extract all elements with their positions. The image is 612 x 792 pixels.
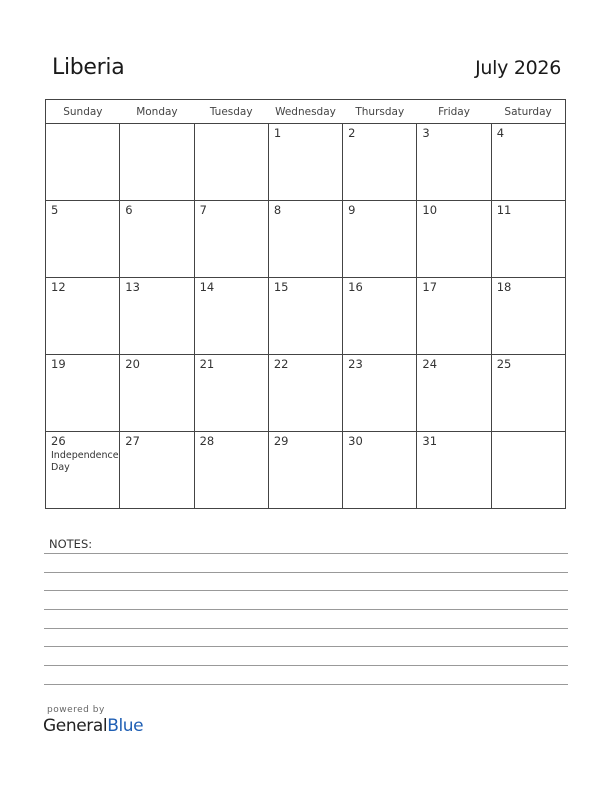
day-cell[interactable] xyxy=(120,278,194,355)
day-cell-content xyxy=(417,201,490,217)
calendar-grid xyxy=(45,99,566,509)
day-cell[interactable] xyxy=(120,201,194,278)
weekday-friday: Friday xyxy=(417,100,491,124)
day-cell-content xyxy=(417,355,490,371)
holiday-label: Independence Day xyxy=(51,450,119,473)
day-cell[interactable] xyxy=(194,201,268,278)
day-number: 12 xyxy=(51,280,66,294)
day-number: 21 xyxy=(199,357,215,371)
day-cell-content xyxy=(120,201,193,217)
day-number: 19 xyxy=(51,357,66,371)
day-cell-content xyxy=(492,432,565,434)
day-cell-content xyxy=(492,278,565,294)
day-number: 13 xyxy=(125,280,140,294)
day-cell[interactable] xyxy=(343,124,417,201)
day-cell[interactable] xyxy=(268,201,342,278)
day-number: 2 xyxy=(348,126,356,140)
day-cell-content xyxy=(417,432,490,448)
country-title: Liberia xyxy=(52,55,125,80)
day-cell-content xyxy=(492,355,565,371)
day-cell-content xyxy=(46,124,119,126)
day-cell-content xyxy=(46,278,119,294)
day-number: 7 xyxy=(199,203,207,217)
day-cell-content xyxy=(343,278,416,294)
day-cell-content xyxy=(343,124,416,140)
day-cell[interactable] xyxy=(194,278,268,355)
day-cell-content xyxy=(492,124,565,140)
day-cell-content xyxy=(269,124,342,140)
day-cell[interactable] xyxy=(491,432,565,509)
note-line xyxy=(44,646,568,647)
day-number: 4 xyxy=(496,126,505,140)
day-number: 6 xyxy=(125,203,133,217)
day-number: 1 xyxy=(273,126,282,140)
day-number: 27 xyxy=(125,434,140,448)
generalblue-logo[interactable] xyxy=(43,716,143,736)
day-number: 14 xyxy=(199,280,215,294)
day-cell[interactable] xyxy=(120,124,194,201)
day-number: 3 xyxy=(422,126,430,140)
week-row xyxy=(46,278,566,355)
day-cell-content xyxy=(46,201,119,217)
day-number: 8 xyxy=(273,203,282,217)
weekday-header-row xyxy=(46,100,566,124)
day-number: 15 xyxy=(273,280,289,294)
note-line xyxy=(44,609,568,610)
day-cell-content xyxy=(492,201,565,217)
day-cell[interactable] xyxy=(268,432,342,509)
day-cell[interactable] xyxy=(268,124,342,201)
day-cell-content xyxy=(120,278,193,294)
day-cell[interactable] xyxy=(491,278,565,355)
day-number: 28 xyxy=(199,434,215,448)
day-cell[interactable] xyxy=(46,355,120,432)
notes-label: NOTES: xyxy=(49,537,93,551)
day-cell[interactable] xyxy=(268,278,342,355)
note-line xyxy=(44,553,568,554)
day-number: 9 xyxy=(348,203,356,217)
weekday-wednesday: Wednesday xyxy=(268,100,342,124)
weekday-monday: Monday xyxy=(120,100,194,124)
day-cell-content xyxy=(343,432,416,448)
month-year-title: July 2026 xyxy=(475,57,561,79)
weekday-thursday: Thursday xyxy=(343,100,417,124)
day-cell[interactable] xyxy=(417,278,491,355)
day-cell-content xyxy=(417,278,490,294)
day-number: 16 xyxy=(348,280,363,294)
weekday-saturday: Saturday xyxy=(491,100,565,124)
day-cell[interactable] xyxy=(268,355,342,432)
day-cell[interactable] xyxy=(343,432,417,509)
day-number: 18 xyxy=(496,280,512,294)
weekday-tuesday: Tuesday xyxy=(194,100,268,124)
day-cell-content xyxy=(343,201,416,217)
day-cell[interactable] xyxy=(491,355,565,432)
day-cell-content xyxy=(269,201,342,217)
day-cell-content xyxy=(417,124,490,140)
day-number: 29 xyxy=(273,434,289,448)
note-line xyxy=(44,572,568,573)
day-cell[interactable] xyxy=(46,124,120,201)
day-cell-content xyxy=(269,278,342,294)
powered-by-text: powered by xyxy=(47,705,105,715)
day-number: 25 xyxy=(496,357,512,371)
day-number: 10 xyxy=(422,203,438,217)
day-number: 23 xyxy=(348,357,363,371)
day-cell-content xyxy=(120,355,193,371)
day-cell[interactable] xyxy=(120,355,194,432)
day-cell[interactable] xyxy=(343,355,417,432)
day-cell[interactable] xyxy=(46,432,120,509)
day-cell-content xyxy=(269,432,342,448)
note-line xyxy=(44,628,568,629)
day-cell-content xyxy=(195,124,268,126)
day-cell-content xyxy=(120,124,193,126)
day-number: 11 xyxy=(496,203,512,217)
day-number: 24 xyxy=(422,357,438,371)
day-cell-content xyxy=(195,355,268,371)
day-number: 22 xyxy=(273,357,289,371)
week-row xyxy=(46,432,566,509)
note-line xyxy=(44,590,568,591)
week-row xyxy=(46,124,566,201)
day-cell[interactable] xyxy=(491,201,565,278)
day-number: 20 xyxy=(125,357,140,371)
day-cell[interactable] xyxy=(417,124,491,201)
day-cell[interactable] xyxy=(343,278,417,355)
note-line xyxy=(44,665,568,666)
logo-blue: Blue xyxy=(107,716,144,736)
day-cell[interactable] xyxy=(491,124,565,201)
day-cell[interactable] xyxy=(417,432,491,509)
day-cell[interactable] xyxy=(194,355,268,432)
day-cell-content xyxy=(46,432,119,474)
day-cell-content xyxy=(120,432,193,448)
day-number: 26 xyxy=(51,434,66,448)
day-cell-content xyxy=(195,278,268,294)
day-cell[interactable] xyxy=(417,355,491,432)
week-row xyxy=(46,355,566,432)
day-number: 30 xyxy=(348,434,363,448)
day-cell-content xyxy=(46,355,119,371)
day-cell[interactable] xyxy=(343,201,417,278)
day-cell[interactable] xyxy=(194,432,268,509)
day-cell[interactable] xyxy=(46,201,120,278)
week-row xyxy=(46,201,566,278)
note-line xyxy=(44,684,568,685)
day-number: 17 xyxy=(422,280,438,294)
day-cell[interactable] xyxy=(417,201,491,278)
day-cell[interactable] xyxy=(120,432,194,509)
day-cell[interactable] xyxy=(46,278,120,355)
day-cell-content xyxy=(195,201,268,217)
weekday-sunday: Sunday xyxy=(46,100,120,124)
day-number: 31 xyxy=(422,434,438,448)
day-cell-content xyxy=(343,355,416,371)
day-number: 5 xyxy=(51,203,59,217)
day-cell-content xyxy=(195,432,268,448)
day-cell-content xyxy=(269,355,342,371)
day-cell[interactable] xyxy=(194,124,268,201)
logo-general: General xyxy=(43,716,108,736)
